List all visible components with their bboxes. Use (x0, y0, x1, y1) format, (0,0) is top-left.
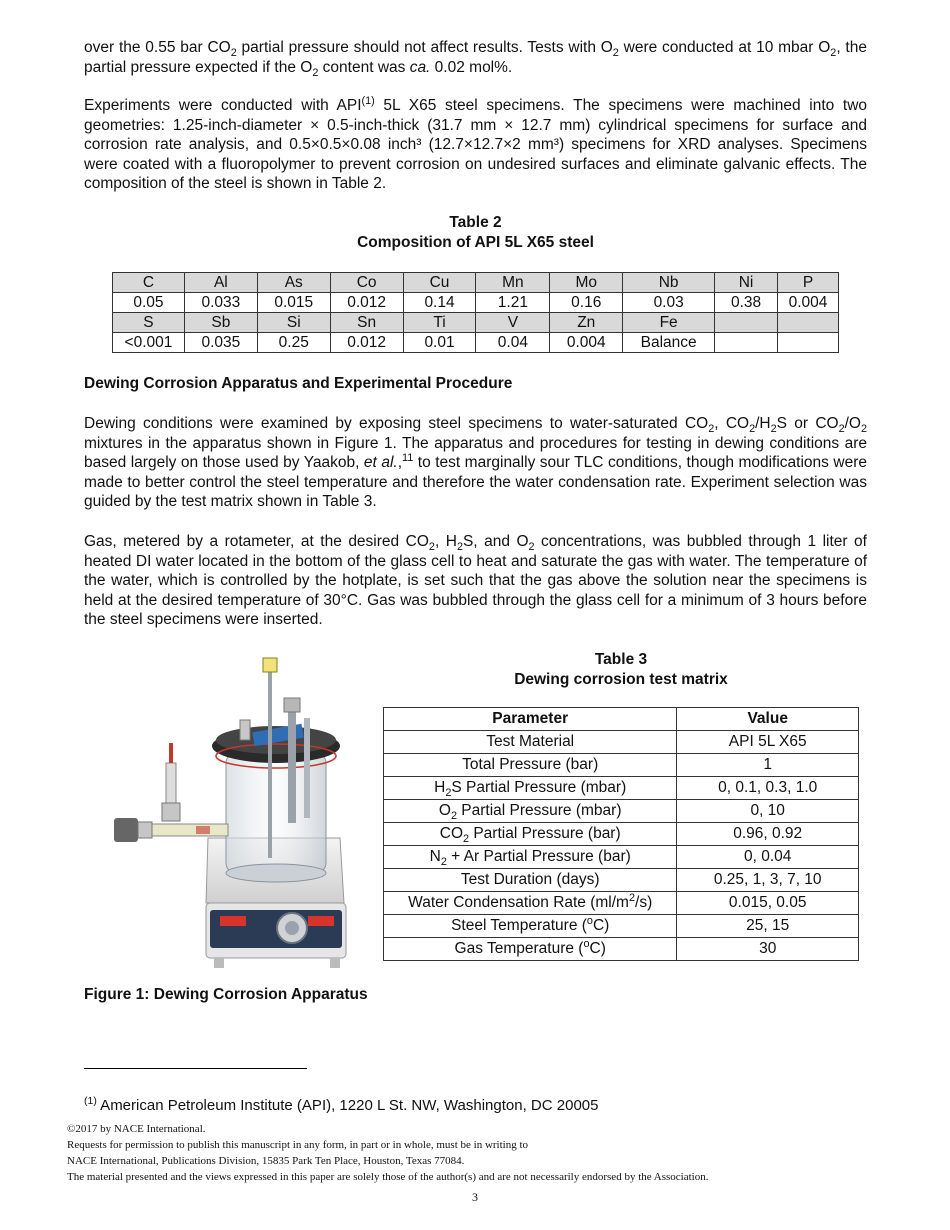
composition-cell: 0.25 (257, 333, 330, 353)
subscript: 2 (456, 541, 463, 554)
fitting-left (240, 720, 250, 740)
subscript: 2 (440, 856, 447, 869)
copyright-line: ©2017 by NACE International. (67, 1123, 206, 1135)
subscript: 2 (830, 47, 837, 60)
parameter-cell (384, 846, 677, 869)
composition-cell: Balance (623, 333, 715, 353)
table-row (384, 846, 859, 869)
value-cell: 0.96, 0.92 (677, 823, 859, 846)
text: , the partial pressure expected if the O (84, 39, 867, 76)
element-cell: Al (184, 273, 257, 293)
specimen-rod (288, 703, 296, 823)
composition-cell: 0.16 (550, 293, 623, 313)
element-cell: P (777, 273, 838, 293)
parameter-text: Partial Pressure (bar) (469, 825, 621, 842)
text: , (397, 454, 403, 471)
text: content was (318, 58, 410, 76)
subscript: 2 (428, 541, 435, 554)
parameter-text: Steel Temperature ( (451, 917, 587, 934)
table-header-row (384, 708, 859, 731)
value-row-1 (113, 293, 839, 313)
text: over the 0.55 bar CO (84, 39, 231, 56)
text: to test marginally sour TLC conditions, though modifications were made to better control the steel temperature and therefore the water condensation rate. Experiment selection was guided by the test matrix shown in Table 3. (84, 454, 867, 510)
parameter-text: C) (592, 917, 610, 934)
connector (196, 826, 210, 834)
composition-cell: 0.015 (257, 293, 330, 313)
valve-icon (114, 818, 138, 842)
side-arm (148, 824, 228, 836)
element-cell (715, 313, 778, 333)
text: Experiments were conducted with API (84, 97, 362, 114)
composition-cell (715, 333, 778, 353)
subscript: 2 (450, 810, 457, 823)
parameter-text: Total Pressure (bar) (462, 756, 599, 773)
value-cell: 25, 15 (677, 915, 859, 938)
probe-fitting (162, 803, 180, 821)
parameter-cell (384, 823, 677, 846)
text: , CO (714, 415, 750, 432)
composition-cell: 0.033 (184, 293, 257, 313)
composition-cell: 0.04 (476, 333, 550, 353)
subscript: 2 (528, 541, 535, 554)
composition-cell: 0.004 (550, 333, 623, 353)
element-cell: Nb (623, 273, 715, 293)
text: concentrations, was bubbled through 1 liter of heated DI water located in the bottom of the glass cell to heat and saturate the gas with water. The temperature of the water, which is controlled by the hotplate, is set such that the gas above the solution near the specimens is held at the desired temperature of 30°C. Gas was bubbled through the glass cell for a minimum of 3 hours before the steel specimens were inserted. (84, 533, 867, 628)
text: Dewing conditions were examined by exposing steel specimens to water-saturated CO (84, 415, 709, 432)
foot-left (214, 958, 224, 968)
value-row-2 (113, 333, 839, 353)
composition-cell: 0.012 (330, 333, 403, 353)
footnote (84, 1097, 598, 1114)
italic-text: et al. (363, 454, 398, 471)
text: were conducted at 10 mbar O (618, 39, 831, 56)
table-row (384, 823, 859, 846)
display-left (220, 916, 246, 926)
subscript: 2 (230, 47, 237, 60)
figure-caption: Figure 1: Dewing Corrosion Apparatus (84, 986, 368, 1003)
section-heading: Dewing Corrosion Apparatus and Experimental Procedure (84, 375, 513, 392)
parameter-text: S Partial Pressure (mbar) (451, 779, 627, 796)
subscript: 2 (838, 423, 845, 436)
element-cell (777, 313, 838, 333)
table2-caption (84, 213, 867, 253)
value-cell: 0, 0.04 (677, 846, 859, 869)
parameter-text: Partial Pressure (mbar) (456, 802, 622, 819)
subscript: 2 (612, 47, 619, 60)
element-cell: As (257, 273, 330, 293)
gas-outlet-rod (304, 718, 310, 818)
value-cell: 0.015, 0.05 (677, 892, 859, 915)
value-cell: 0.25, 1, 3, 7, 10 (677, 869, 859, 892)
table3-label: Table 3 (594, 651, 648, 668)
text: partial pressure should not affect results. Tests with O (236, 39, 613, 56)
parameter-cell (384, 938, 677, 961)
composition-cell: 0.03 (623, 293, 715, 313)
text: Gas, metered by a rotameter, at the desired CO (84, 533, 429, 550)
reference-probe (166, 763, 176, 803)
fitting (284, 698, 300, 712)
page-number: 3 (472, 1190, 478, 1204)
composition-cell: 0.01 (403, 333, 476, 353)
subscript: 2 (312, 66, 319, 79)
parameter-text: C) (589, 940, 606, 957)
superscript: o (586, 914, 593, 927)
subscript: 2 (860, 423, 868, 436)
text: 5L X65 steel specimens. The specimens were machined into two geometries: 1.25-inch-diameter × 0.5-inch-thick (31.7 mm × 12.7 mm) cylindrical specimens for surface and corrosion rate analysis, and 0.5×0.5×0.08 inch³ (12.7×12.7×2 mm³) specimens for XRD analyses. Specimens were coated with a fluoropolymer to prevent corrosion on undesired surfaces and eliminate galvanic effects. The composition of the steel is shown in Table 2. (84, 97, 868, 192)
table-row (384, 754, 859, 777)
footnote-divider (84, 1068, 307, 1069)
element-cell: S (113, 313, 185, 333)
text: mixtures in the apparatus shown in Figure 1. The apparatus and procedures for testing in dewing conditions are based largely on those used by Yaakob, (84, 434, 867, 471)
parameter-cell (384, 800, 677, 823)
parameter-cell (384, 777, 677, 800)
thermocouple-plug (263, 658, 277, 672)
foot-right (330, 958, 340, 968)
subscript: 2 (445, 787, 452, 800)
parameter-text: N (429, 848, 441, 865)
disclaimer-line: The material presented and the views expressed in this paper are solely those of the author(s) and are not necessarily endorsed by the Association. (67, 1171, 709, 1183)
parameter-cell (384, 915, 677, 938)
table3-caption (384, 650, 858, 690)
subscript: 2 (708, 423, 715, 436)
element-cell: Ni (715, 273, 778, 293)
parameter-cell (384, 731, 677, 754)
table-row (384, 915, 859, 938)
element-cell: Zn (550, 313, 623, 333)
element-cell: Ti (403, 313, 476, 333)
parameter-cell (384, 754, 677, 777)
element-cell: Co (330, 273, 403, 293)
table-row (384, 938, 859, 961)
paragraph-specimens (84, 96, 867, 194)
value-cell: 30 (677, 938, 859, 961)
italic-text: ca. (409, 58, 431, 76)
parameter-text: Gas Temperature ( (454, 940, 584, 957)
element-cell: Si (257, 313, 330, 333)
parameter-text: O (438, 802, 451, 819)
parameter-text: Test Material (486, 733, 575, 750)
text: S or CO (776, 415, 839, 432)
element-cell: Sn (330, 313, 403, 333)
text: 0.02 mol%. (430, 58, 513, 76)
footnote-text: American Petroleum Institute (API), 1220 L St. NW, Washington, DC 20005 (96, 1097, 599, 1114)
cell-bottom (226, 864, 326, 882)
composition-cell: 0.38 (715, 293, 778, 313)
value-cell: 0, 10 (677, 800, 859, 823)
composition-cell: 0.035 (184, 333, 257, 353)
glass-cell (226, 753, 326, 873)
paragraph-o2-tests (84, 38, 867, 77)
subscript: 2 (749, 423, 756, 436)
control-panel (210, 910, 342, 948)
parameter-cell (384, 869, 677, 892)
probe-tip (169, 743, 173, 763)
composition-cell: 0.05 (113, 293, 185, 313)
display-right (308, 916, 334, 926)
superscript: 11 (402, 451, 414, 464)
thermocouple-rod (268, 668, 272, 858)
column-header-value: Value (677, 708, 859, 731)
valve-fitting (138, 822, 152, 838)
text: S, and O (462, 533, 529, 550)
permission-line: Requests for permission to publish this manuscript in any form, in part or in whole, must be in writing to (67, 1139, 529, 1151)
table-row (384, 892, 859, 915)
table3-title: Dewing corrosion test matrix (514, 671, 728, 688)
column-header-parameter: Parameter (384, 708, 677, 731)
dewing-apparatus-figure (108, 648, 353, 978)
table-row (384, 731, 859, 754)
knob-center-icon (285, 921, 299, 935)
value-cell: API 5L X65 (677, 731, 859, 754)
element-cell: V (476, 313, 550, 333)
composition-cell (777, 333, 838, 353)
subscript: 2 (770, 423, 777, 436)
value-cell: 1 (677, 754, 859, 777)
text: /O (844, 415, 861, 432)
footnote-marker: (1) (84, 1095, 97, 1107)
parameter-text: Test Duration (days) (460, 871, 600, 888)
composition-cell: 0.012 (330, 293, 403, 313)
value-cell: 0, 0.1, 0.3, 1.0 (677, 777, 859, 800)
parameter-cell (384, 892, 677, 915)
composition-table (112, 272, 839, 353)
composition-cell: 0.14 (403, 293, 476, 313)
superscript: o (583, 937, 590, 950)
text: , H (434, 533, 457, 550)
element-cell: Fe (623, 313, 715, 333)
composition-cell: 0.004 (777, 293, 838, 313)
table-row (384, 869, 859, 892)
parameter-text: H (434, 779, 446, 796)
test-matrix-table (383, 707, 859, 961)
paragraph-gas-metering (84, 532, 867, 630)
address-line: NACE International, Publications Division, 15835 Park Ten Place, Houston, Texas 77084. (67, 1155, 465, 1167)
parameter-text: /s) (635, 894, 653, 911)
subscript: 2 (463, 833, 470, 846)
text: /H (755, 415, 771, 432)
element-cell: Mn (476, 273, 550, 293)
paragraph-dewing-conditions (84, 414, 867, 512)
parameter-text: Water Condensation Rate (ml/m (408, 894, 629, 911)
element-cell: Sb (184, 313, 257, 333)
element-cell: C (113, 273, 185, 293)
superscript: (1) (361, 94, 375, 107)
table2-title: Composition of API 5L X65 steel (357, 234, 594, 251)
element-row-2 (113, 313, 839, 333)
parameter-text: CO (439, 825, 463, 842)
superscript: 2 (628, 891, 636, 904)
table-row (384, 777, 859, 800)
parameter-text: + Ar Partial Pressure (bar) (446, 848, 631, 865)
composition-cell: 1.21 (476, 293, 550, 313)
table-row (384, 800, 859, 823)
element-row-1 (113, 273, 839, 293)
composition-cell: <0.001 (113, 333, 185, 353)
element-cell: Mo (550, 273, 623, 293)
table2-label: Table 2 (449, 214, 502, 231)
element-cell: Cu (403, 273, 476, 293)
test-matrix-body (384, 731, 859, 961)
